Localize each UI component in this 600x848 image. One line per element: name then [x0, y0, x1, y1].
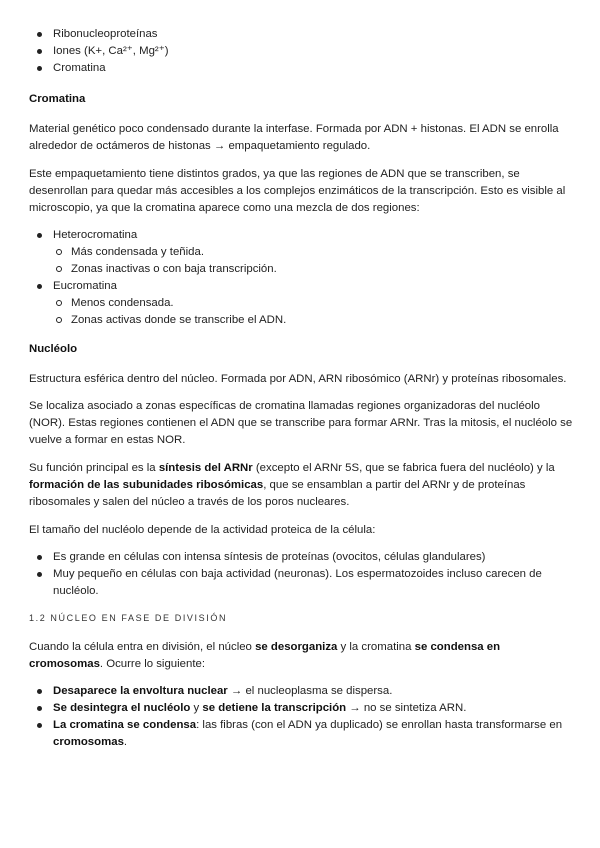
division-intro: [29, 639, 575, 673]
cromatina-paragraph-1: Material genético poco condensado durante la interfase. Formada por ADN + histonas. El ADN se enrolla alrededor de octámeros de histonas → empaquetamiento regulado.: [29, 123, 559, 152]
list-item: Ribonucleoproteínas: [29, 26, 575, 43]
bold-text: se desorganiza: [255, 641, 338, 653]
nucleolo-paragraph-3: [29, 460, 575, 511]
eucromatina-sublist: [29, 295, 575, 329]
list-item: [29, 683, 575, 700]
text-run: Cuando la célula entra en división, el núcleo: [29, 641, 256, 653]
cromatina-heading: Cromatina: [29, 93, 86, 105]
bold-text: se detiene la transcripción: [202, 702, 347, 714]
bold-text: cromosomas: [53, 736, 124, 748]
heterocromatina-sublist: [29, 244, 575, 278]
nucleolo-paragraph-2: Se localiza asociado a zonas específicas de cromatina llamadas regiones organizadoras del nucléolo (NOR). Estas regiones contienen el ADN que se transcribe para formar ARNr. Tras la mitosis, el nucléolo se vuelve a formar en estas NOR.: [29, 400, 573, 446]
list-item: [29, 717, 575, 751]
nucleolo-paragraph-4: El tamaño del nucléolo depende de la actividad proteica de la célula:: [29, 524, 376, 536]
text-run: y la cromatina: [337, 641, 415, 653]
text-run: → no se sintetiza ARN.: [346, 702, 467, 714]
bold-text: Desaparece la envoltura nuclear: [53, 685, 228, 697]
text-run: .: [123, 736, 128, 748]
list-item: Zonas activas donde se transcribe el ADN.: [29, 312, 575, 329]
list-item: Menos condensada.: [29, 295, 575, 312]
document-page: [29, 26, 575, 751]
text-run: , que se ensamblan a partir del ARNr y de proteínas ribosomales y salen del núcleo a través de los poros nucleares.: [29, 479, 526, 508]
bold-text: se condensa en cromosomas: [29, 641, 501, 670]
list-item: Zonas inactivas o con baja transcripción.: [29, 261, 575, 278]
text-run: Su función principal es la: [29, 462, 159, 474]
list-item-heterocromatina: [29, 227, 575, 278]
text-run: . Ocurre lo siguiente:: [99, 658, 206, 670]
list-item: [29, 700, 575, 717]
list-item: Muy pequeño en células con baja actividad (neuronas). Los espermatozoides incluso carecen de nucléolo.: [29, 566, 575, 600]
bold-text: Se desintegra el nucléolo: [53, 702, 191, 714]
nucleolo-size-list: [29, 549, 575, 600]
text-run: → el nucleoplasma se dispersa.: [227, 685, 393, 697]
list-item-label: Heterocromatina: [53, 229, 138, 241]
text-run: (excepto el ARNr 5S, que se fabrica fuera del nucléolo) y la: [252, 462, 555, 474]
nucleolo-heading: Nucléolo: [29, 343, 78, 355]
bold-text: síntesis del ARNr: [158, 462, 253, 474]
nucleus-components-list: [29, 26, 575, 77]
cromatina-paragraph-2: Este empaquetamiento tiene distintos grados, ya que las regiones de ADN que se transcriben, se desenrollan para quedar más accesibles a los complejos enzimáticos de la transcripción. Esto es visible al microscopio, ya que la cromatina aparece como una mezcla de dos regiones:: [29, 168, 566, 214]
list-item: Iones (K+, Ca²⁺, Mg²⁺): [29, 43, 575, 60]
nucleolo-paragraph-1: Estructura esférica dentro del núcleo. Formada por ADN, ARN ribosómico (ARNr) y proteínas ribosomales.: [29, 373, 567, 385]
bold-text: La cromatina se condensa: [53, 719, 197, 731]
list-item-eucromatina: [29, 278, 575, 329]
bold-text: formación de las subunidades ribosómicas: [29, 479, 264, 491]
text-run: y: [190, 702, 203, 714]
list-item: Es grande en células con intensa síntesis de proteínas (ovocitos, células glandulares): [29, 549, 575, 566]
chromatin-types-list: [29, 227, 575, 329]
division-events-list: [29, 683, 575, 751]
list-item: Cromatina: [29, 60, 575, 77]
text-run: : las fibras (con el ADN ya duplicado) se enrollan hasta transformarse en: [196, 719, 563, 731]
division-section-heading: 1.2 NÚCLEO EN FASE DE DIVISIÓN: [29, 613, 228, 623]
list-item-label: Eucromatina: [53, 280, 117, 292]
list-item: Más condensada y teñida.: [29, 244, 575, 261]
